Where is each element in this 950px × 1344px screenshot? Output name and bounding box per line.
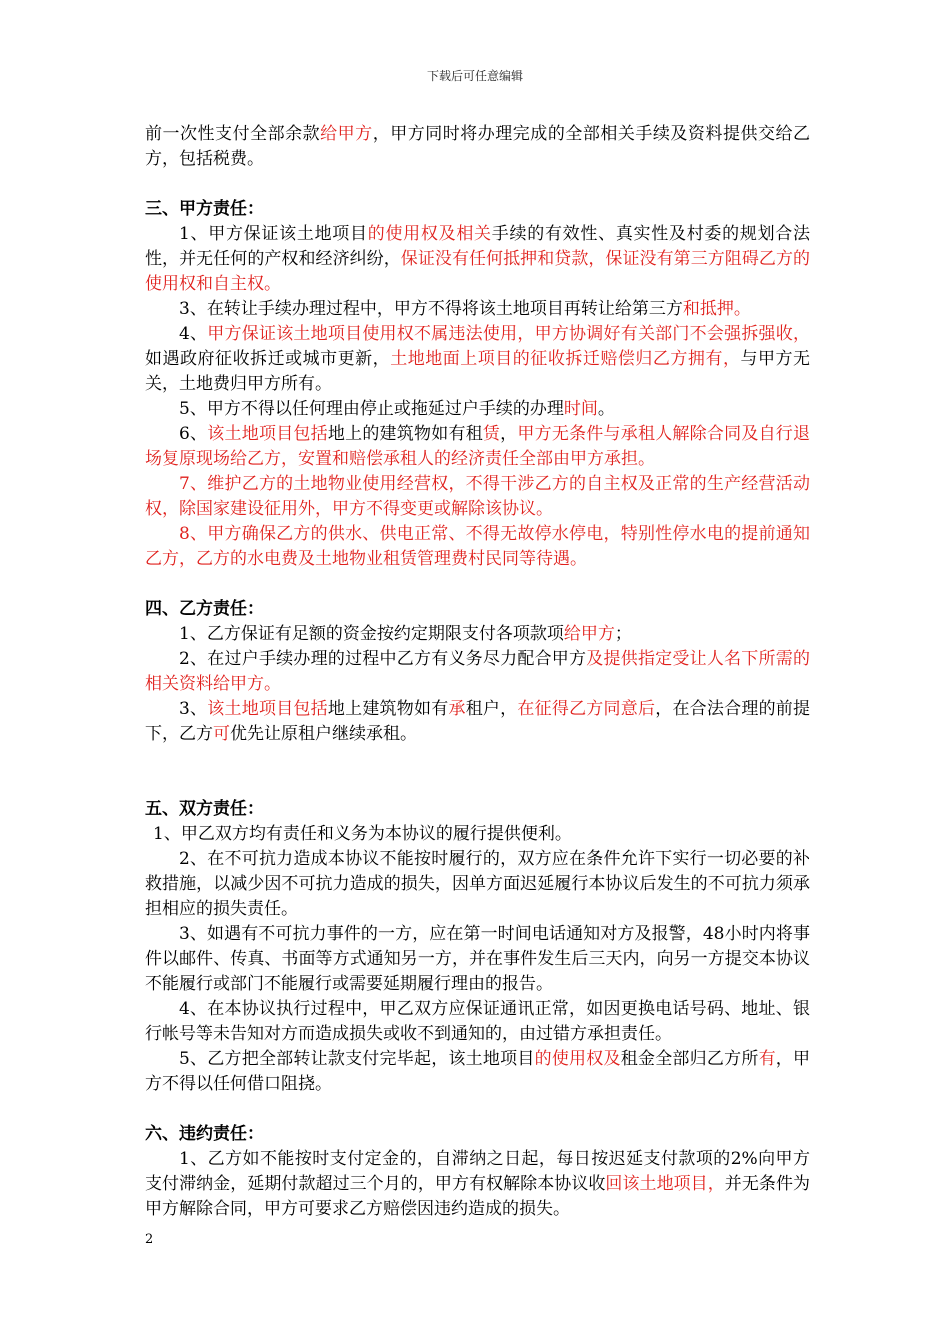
- highlighted-text: 可: [213, 724, 230, 744]
- clause-paragraph: [145, 122, 810, 172]
- clause-paragraph: [145, 822, 810, 847]
- highlighted-text: 保证没有任何抵押和贷款，保证没有第三方阻碍乙方的使用权和自主权。: [145, 249, 811, 294]
- text-run: 3、在转让手续办理过程中，甲方不得将该土地项目再转让给第三方: [179, 299, 683, 319]
- text-run: 租金全部归乙方所: [620, 1049, 759, 1069]
- highlighted-text: 给甲方: [563, 624, 615, 644]
- highlighted-text: 的使用权及相关: [367, 224, 492, 244]
- text-run: 3、: [179, 699, 208, 719]
- text-run: 并无条件为甲方解除合同，甲方可要求乙方赔偿因违约造成的损失。: [145, 1174, 811, 1219]
- clause-paragraph: [145, 647, 810, 697]
- highlighted-text: 赁: [482, 424, 501, 444]
- text-run: 租户，: [465, 699, 518, 719]
- text-run: 1、乙方保证有足额的资金按约定期限支付各项款项: [179, 624, 564, 644]
- clause-paragraph: [145, 922, 810, 997]
- highlighted-text: 承: [448, 699, 466, 719]
- paragraph-spacer: [145, 172, 810, 197]
- text-run: 5、乙方把全部转让款支付完毕起，该土地项目: [179, 1049, 535, 1069]
- section-heading: 五、双方责任：: [145, 799, 264, 819]
- text-run: 3、如遇有不可抗力事件的一方，应在第一时间电话通知对方及报警，48小时内将事件以邮件、传真、书面等方式通知另一方，并在事件发生后三天内，向另一方提交本协议不能履行或部门不能履行或需要延期履行理由的报告。: [145, 924, 810, 994]
- text-run: 与甲方无关，土地费归甲方所有。: [145, 349, 811, 394]
- clause-paragraph: [145, 697, 810, 747]
- text-run: 前一次性支付全部余款: [145, 124, 321, 144]
- clause-paragraph: [145, 297, 810, 322]
- text-run: 如遇政府征收拆迁或城市更新，: [145, 349, 391, 369]
- highlighted-text: 土地地面上项目的征收拆迁赔偿归乙方拥有，: [390, 349, 741, 369]
- highlighted-text: 该土地项目包括: [207, 424, 328, 444]
- text-run: 4、在本协议执行过程中，甲乙双方应保证通讯正常，如因更换电话号码、地址、银行帐号等未告知对方而造成损失或收不到通知的，由过错方承担责任。: [145, 999, 810, 1044]
- highlighted-text: 该土地项目包括: [207, 699, 328, 719]
- highlighted-text: 和抵押。: [682, 299, 751, 319]
- clause-paragraph: [145, 1047, 810, 1097]
- clause-paragraph: [145, 222, 810, 297]
- text-run: ，: [500, 424, 518, 444]
- clause-paragraph: [145, 997, 810, 1047]
- clause-paragraph: [145, 422, 810, 472]
- page-header: 下载后可任意编辑: [426, 69, 523, 83]
- page-number: 2: [145, 1232, 154, 1247]
- highlighted-text: 回该土地项目，: [605, 1174, 725, 1194]
- text-run: 4、: [179, 324, 208, 344]
- clause-paragraph: [145, 847, 810, 922]
- text-run: 5、甲方不得以任何理由停止或拖延过户手续的办理: [179, 399, 564, 419]
- clause-paragraph: [145, 1147, 810, 1222]
- text-run: 优先让原租户继续承租。: [230, 724, 417, 744]
- text-run: ，在合法合理的前提下，乙方: [145, 699, 811, 744]
- highlighted-text: 的使用权及: [534, 1049, 621, 1069]
- highlighted-text: 给甲方: [320, 124, 373, 144]
- text-run: 地上建筑物如有: [327, 699, 449, 719]
- highlighted-text: 甲方保证该土地项目使用权不属违法使用，甲方协调好有关部门不会强拆强收，: [207, 324, 810, 344]
- highlighted-text: 甲方无条件与承租人解除合同及自行退场复原现场给乙方，安置和赔偿承租人的经济责任全部由甲方承担。: [145, 424, 811, 469]
- text-run: 。: [597, 399, 615, 419]
- highlighted-text: 8、甲方确保乙方的供水、供电正常、不得无故停水停电，特别性停水电的提前通知乙方，乙方的水电费及土地物业租赁管理费村民同等待遇。: [145, 524, 810, 569]
- highlighted-text: 及提供指定受让人名下所需的相关资料给甲方。: [145, 649, 810, 694]
- text-run: 6、: [179, 424, 208, 444]
- clause-paragraph: [145, 397, 810, 422]
- paragraph-spacer: [145, 1097, 810, 1122]
- highlighted-text: 7、维护乙方的土地物业使用经营权，不得干涉乙方的自主权及正常的生产经营活动权，除国家建设征用外，甲方不得变更或解除该协议。: [145, 474, 810, 519]
- section-heading: 三、甲方责任：: [145, 199, 264, 219]
- text-run: ，甲方不得以任何借口阻挠。: [145, 1049, 811, 1094]
- document-body: [145, 122, 810, 1222]
- text-run: 1、甲乙双方均有责任和义务为本协议的履行提供便利。: [153, 824, 572, 844]
- text-run: 2、在过户手续办理的过程中乙方有义务尽力配合甲方: [179, 649, 587, 669]
- text-run: 2、在不可抗力造成本协议不能按时履行的，双方应在条件允许下实行一切必要的补救措施，以减少因不可抗力造成的损失，因单方面迟延履行本协议后发生的不可抗力须承担相应的损失责任。: [145, 849, 810, 919]
- highlighted-text: 时间: [563, 399, 598, 419]
- text-run: 地上的建筑物如有租: [327, 424, 483, 444]
- paragraph-spacer: [145, 572, 810, 597]
- highlighted-text: 有: [758, 1049, 776, 1069]
- section-heading: 六、违约责任：: [145, 1124, 264, 1144]
- clause-paragraph: [145, 622, 810, 647]
- text-run: 1、甲方保证该土地项目: [179, 224, 368, 244]
- text-run: ，甲方同时将办理完成的全部相关手续及资料提供交给乙方，包括税费。: [145, 124, 811, 169]
- paragraph-spacer: [145, 747, 810, 797]
- text-run: 手续的有效性、真实性及村委的规划合法性，并无任何的产权和经济纠纷，: [145, 224, 811, 269]
- highlighted-text: 在征得乙方同意后: [517, 699, 656, 719]
- clause-paragraph: [145, 472, 810, 522]
- text-run: ；: [614, 624, 632, 644]
- text-run: 1、乙方如不能按时支付定金的，自滞纳之日起，每日按迟延支付款项的2%向甲方支付滞纳金，延期付款超过三个月的，甲方有权解除本协议收: [145, 1149, 810, 1194]
- clause-paragraph: [145, 322, 810, 397]
- section-heading: 四、乙方责任：: [145, 599, 264, 619]
- clause-paragraph: [145, 522, 810, 572]
